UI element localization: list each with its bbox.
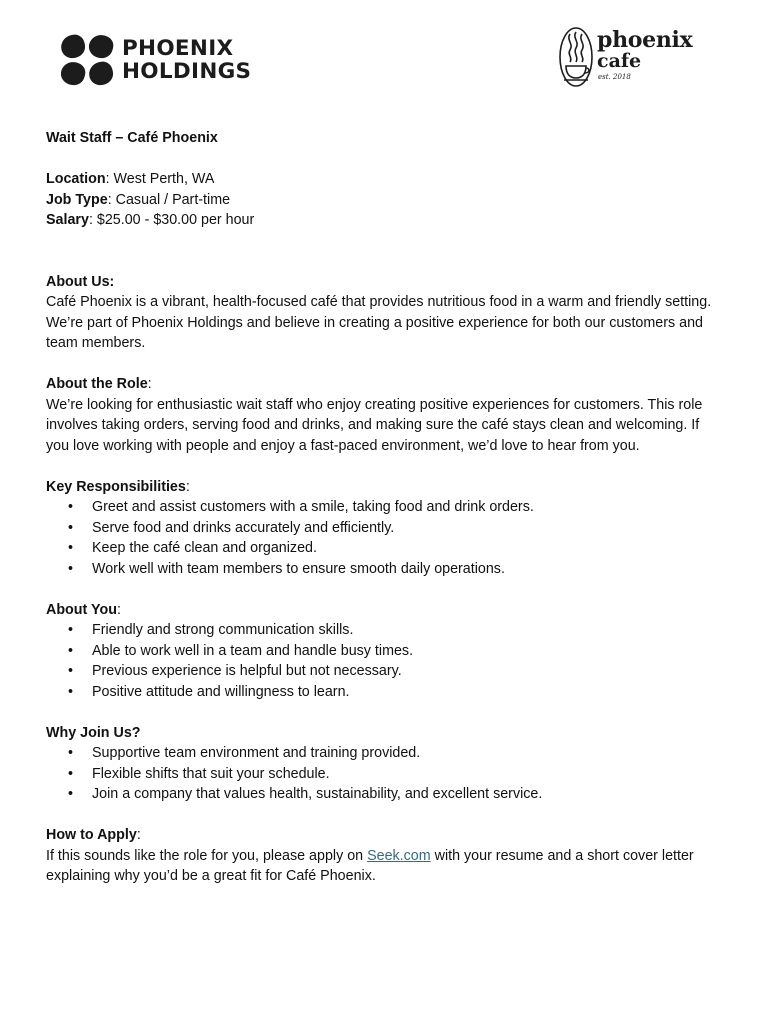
phoenix-cafe-logo bbox=[558, 26, 692, 88]
list-item-text: Supportive team environment and training provided. bbox=[92, 745, 421, 761]
logo-text-line2: HOLDINGS bbox=[122, 59, 252, 84]
job-type-value: : Casual / Part-time bbox=[107, 191, 231, 208]
about-you-heading: About You bbox=[46, 601, 117, 618]
list-item bbox=[46, 682, 726, 703]
list-item bbox=[46, 784, 726, 805]
list-item-text: Join a company that values health, sustainability, and excellent service. bbox=[92, 786, 543, 802]
list-item bbox=[46, 518, 726, 539]
responsibilities-heading-line bbox=[46, 477, 726, 498]
heading-colon: : bbox=[116, 601, 121, 618]
about-us-text: Café Phoenix is a vibrant, health-focused café that provides nutritious food in a warm and friendly setting. We’re part of Phoenix Holdings and believe in creating a positive experience for both our customers and team members. bbox=[46, 294, 712, 351]
logo-est: est. 2018 bbox=[598, 73, 631, 81]
responsibilities-heading: Key Responsibilities bbox=[46, 478, 186, 495]
job-title: Wait Staff – Café Phoenix bbox=[46, 130, 218, 146]
bullet-icon: • bbox=[68, 745, 74, 761]
job-type-label: Job Type bbox=[46, 191, 108, 208]
about-role-heading-line bbox=[46, 374, 726, 395]
list-item bbox=[46, 641, 726, 662]
salary-value: : $25.00 - $30.00 per hour bbox=[88, 212, 255, 228]
bullet-icon: • bbox=[68, 560, 74, 577]
list-item bbox=[46, 620, 726, 641]
about-role-heading: About the Role bbox=[46, 376, 148, 392]
bullet-icon: • bbox=[68, 540, 74, 556]
bullet-icon: • bbox=[68, 622, 74, 638]
apply-heading-line bbox=[46, 825, 726, 846]
responsibilities-list bbox=[46, 497, 726, 579]
about-you-heading-line bbox=[46, 600, 726, 621]
list-item-text: Flexible shifts that suit your schedule. bbox=[92, 765, 330, 782]
apply-text bbox=[46, 846, 726, 887]
bullet-icon: • bbox=[68, 642, 74, 659]
list-item-text: Previous experience is helpful but not necessary. bbox=[92, 663, 402, 679]
list-item-text: Greet and assist customers with a smile, taking food and drink orders. bbox=[92, 499, 534, 515]
list-item bbox=[46, 661, 726, 682]
about-us-heading: About Us: bbox=[46, 273, 115, 290]
bullet-icon: • bbox=[68, 663, 74, 679]
why-join-list bbox=[46, 743, 726, 805]
bullet-icon: • bbox=[68, 765, 74, 782]
list-item bbox=[46, 559, 726, 580]
list-item-text: Able to work well in a team and handle busy times. bbox=[92, 642, 414, 659]
salary-line bbox=[46, 210, 726, 231]
bullet-icon: • bbox=[68, 786, 74, 802]
heading-colon: : bbox=[185, 478, 190, 495]
bullet-icon: • bbox=[68, 519, 74, 536]
location-line bbox=[46, 169, 726, 190]
about-you-list bbox=[46, 620, 726, 702]
apply-text-after: with your resume and a short cover letter explaining why you’d be a great fit for Café Phoenix. bbox=[46, 847, 694, 884]
coffee-cup-icon bbox=[558, 26, 594, 88]
list-item bbox=[46, 497, 726, 518]
heading-colon: : bbox=[147, 376, 152, 392]
list-item-text: Serve food and drinks accurately and efficiently. bbox=[92, 519, 395, 536]
about-role-text: We’re looking for enthusiastic wait staff who enjoy creating positive experiences for customers. This role involves taking orders, serving food and drinks, and making sure the café stays clean and welcoming. If you love working with people and enjoy a fast-paced environment, we’d love to hear from you. bbox=[46, 396, 703, 454]
list-item bbox=[46, 538, 726, 559]
list-item bbox=[46, 764, 726, 785]
location-value: : West Perth, WA bbox=[105, 171, 215, 187]
apply-text-before: If this sounds like the role for you, please apply on bbox=[46, 847, 368, 864]
job-type-line bbox=[46, 190, 726, 211]
why-join-heading: Why Join Us? bbox=[46, 724, 141, 741]
bullet-icon: • bbox=[68, 499, 74, 515]
logo-text-line1: PHOENIX bbox=[122, 36, 234, 61]
location-label: Location bbox=[46, 171, 106, 187]
apply-heading: How to Apply bbox=[46, 827, 137, 843]
list-item bbox=[46, 743, 726, 764]
seek-link[interactable]: Seek.com bbox=[367, 847, 431, 864]
list-item-text: Friendly and strong communication skills. bbox=[92, 622, 354, 638]
salary-label: Salary bbox=[46, 212, 89, 228]
list-item-text: Work well with team members to ensure smooth daily operations. bbox=[92, 560, 505, 577]
logo-cafe-name: phoenix bbox=[597, 27, 693, 53]
list-item-text: Keep the café clean and organized. bbox=[92, 540, 317, 556]
phoenix-holdings-logo bbox=[60, 32, 251, 88]
bullet-icon: • bbox=[68, 683, 74, 700]
job-ad-body bbox=[46, 128, 726, 887]
coffee-beans-icon bbox=[60, 34, 114, 86]
heading-colon: : bbox=[136, 827, 141, 843]
logo-cafe-sub: cafe bbox=[597, 50, 642, 72]
list-item-text: Positive attitude and willingness to learn. bbox=[92, 683, 350, 700]
